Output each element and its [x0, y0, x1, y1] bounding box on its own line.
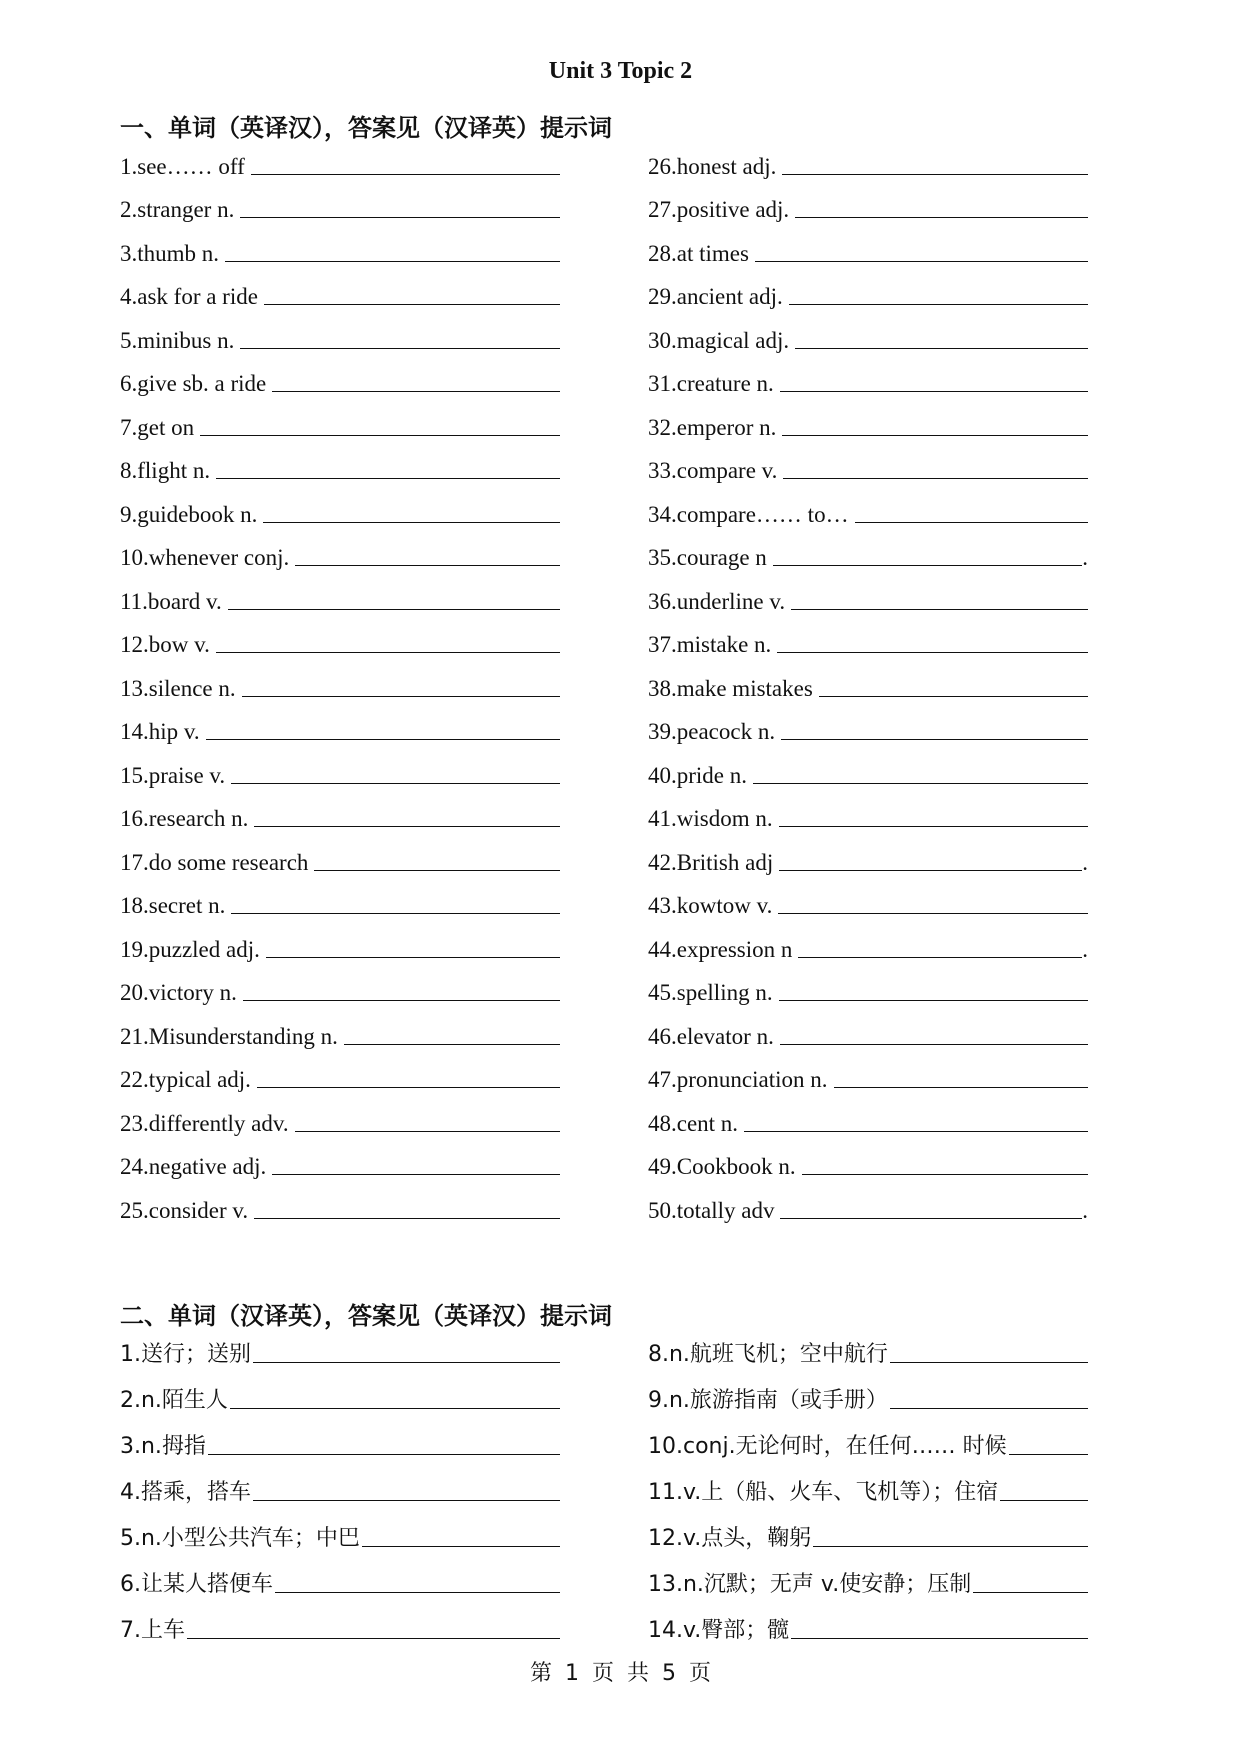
- answer-blank[interactable]: [362, 1546, 560, 1547]
- section-2-heading: 二、单词（汉译英），答案见（英译汉）提示词: [120, 1302, 612, 1330]
- answer-blank[interactable]: [890, 1408, 1088, 1409]
- vocab-item: [648, 658, 1088, 702]
- vocab-item: [120, 745, 560, 789]
- answer-blank[interactable]: [973, 1592, 1088, 1593]
- vocab-item-text: 8.n.航班飞机；空中航行: [648, 1342, 888, 1367]
- vocab-item-text: 11.v.上（船、火车、飞机等）；住宿: [648, 1480, 999, 1505]
- answer-blank[interactable]: [344, 1044, 560, 1045]
- vocab-item-text: 2.stranger n.: [120, 197, 235, 222]
- vocab-item: [648, 615, 1088, 659]
- answer-blank[interactable]: [266, 957, 560, 958]
- answer-blank[interactable]: [782, 435, 1088, 436]
- vocab-item-text: 5.n.小型公共汽车；中巴: [120, 1526, 360, 1551]
- vocab-item: [648, 267, 1088, 311]
- vocab-item-text: 19.puzzled adj.: [120, 936, 260, 962]
- vocab-item-text: 47.pronunciation n.: [648, 1067, 828, 1092]
- vocab-item-text: 26.honest adj.: [648, 153, 777, 179]
- vocab-item: [648, 1137, 1088, 1181]
- answer-blank[interactable]: [777, 652, 1088, 653]
- vocab-item-text: 9.guidebook n.: [120, 501, 258, 527]
- vocab-item-text: 21.Misunderstanding n.: [120, 1023, 338, 1049]
- vocab-item: [120, 1552, 560, 1598]
- vocab-item: [120, 528, 560, 572]
- answer-blank[interactable]: [295, 565, 560, 566]
- answer-blank[interactable]: [240, 348, 560, 349]
- answer-blank[interactable]: [275, 1592, 560, 1593]
- answer-blank[interactable]: [783, 478, 1088, 479]
- vocab-item: [648, 832, 1088, 876]
- vocab-item-text: 48.cent n.: [648, 1110, 739, 1136]
- vocab-item: [120, 484, 560, 528]
- vocab-item-text: 31.creature n.: [648, 371, 774, 396]
- vocab-item-text: 5.minibus n.: [120, 327, 235, 353]
- vocab-item: [120, 658, 560, 702]
- answer-blank[interactable]: [795, 217, 1088, 218]
- vocab-item: [648, 1050, 1088, 1094]
- vocab-item: [648, 1598, 1088, 1644]
- vocab-item-text: 46.elevator n.: [648, 1023, 774, 1049]
- answer-blank[interactable]: [834, 1087, 1089, 1088]
- answer-blank[interactable]: [782, 174, 1088, 175]
- answer-blank[interactable]: [253, 1500, 560, 1501]
- vocab-item: [120, 789, 560, 833]
- vocab-item-text: 10.conj.无论何时，在任何…… 时候: [648, 1434, 1007, 1459]
- vocab-item: [120, 136, 560, 180]
- vocab-item-text: 4.ask for a ride: [120, 284, 258, 309]
- answer-blank[interactable]: [231, 913, 560, 914]
- vocab-item: [120, 1050, 560, 1094]
- vocab-item: [120, 919, 560, 963]
- vocab-item-text: 1.see…… off: [120, 153, 245, 179]
- vocab-item-text: 12.bow v.: [120, 632, 210, 657]
- answer-blank[interactable]: [257, 1087, 560, 1088]
- answer-blank[interactable]: [263, 522, 560, 523]
- answer-blank[interactable]: [781, 739, 1088, 740]
- vocab-item: [120, 571, 560, 615]
- vocab-item-text: 39.peacock n.: [648, 719, 776, 744]
- vocab-item-text: 14.v.臀部；髋: [648, 1618, 790, 1643]
- vocab-item: [120, 441, 560, 485]
- vocab-item: [648, 745, 1088, 789]
- answer-blank[interactable]: [253, 1362, 560, 1363]
- answer-blank[interactable]: [240, 217, 560, 218]
- vocab-item: [120, 267, 560, 311]
- vocab-item: [648, 1460, 1088, 1506]
- vocab-item: [648, 180, 1088, 224]
- vocab-item: [120, 702, 560, 746]
- answer-blank[interactable]: [216, 652, 560, 653]
- vocab-item: [648, 528, 1088, 572]
- answer-blank[interactable]: [890, 1362, 1088, 1363]
- vocab-item-text: 34.compare…… to…: [648, 501, 849, 527]
- vocab-item-text: 13.n.沉默；无声 v.使安静；压制: [648, 1572, 972, 1597]
- vocab-item: [648, 571, 1088, 615]
- vocab-item: [120, 963, 560, 1007]
- vocab-item: [120, 1460, 560, 1506]
- answer-blank[interactable]: [798, 957, 1082, 958]
- vocab-item-text: 6.give sb. a ride: [120, 371, 267, 396]
- vocab-item-text: 38.make mistakes: [648, 675, 813, 701]
- vocab-item-text: 3.thumb n.: [120, 240, 220, 266]
- answer-blank[interactable]: [813, 1546, 1088, 1547]
- vocab-item: [120, 615, 560, 659]
- vocab-item-text: 2.n.陌生人: [120, 1388, 228, 1413]
- vocab-item-text: 50.totally adv: [648, 1197, 775, 1223]
- answer-blank[interactable]: [228, 609, 560, 610]
- vocab-item-text: 49.Cookbook n.: [648, 1154, 796, 1179]
- vocab-item-suffix: .: [1082, 936, 1088, 962]
- answer-blank[interactable]: [314, 870, 560, 871]
- answer-blank[interactable]: [295, 1131, 560, 1132]
- answer-blank[interactable]: [744, 1131, 1088, 1132]
- answer-blank[interactable]: [208, 1454, 560, 1455]
- vocab-item-text: 32.emperor n.: [648, 414, 777, 440]
- vocab-item-text: 40.pride n.: [648, 762, 748, 788]
- vocab-item: [648, 136, 1088, 180]
- answer-blank[interactable]: [780, 1044, 1088, 1045]
- vocab-item-text: 1.送行；送别: [120, 1342, 251, 1367]
- answer-blank[interactable]: [206, 739, 560, 740]
- vocab-item-text: 33.compare v.: [648, 458, 778, 483]
- vocab-item: [648, 1552, 1088, 1598]
- answer-blank[interactable]: [254, 826, 560, 827]
- vocab-item: [648, 441, 1088, 485]
- vocab-item: [648, 1322, 1088, 1368]
- vocab-item-text: 12.v.点头，鞠躬: [648, 1526, 812, 1551]
- vocab-item-text: 18.secret n.: [120, 893, 226, 918]
- answer-blank[interactable]: [779, 1000, 1088, 1001]
- vocab-item: [120, 1006, 560, 1050]
- vocab-item-text: 7.上车: [120, 1618, 185, 1643]
- vocab-item-text: 36.underline v.: [648, 588, 786, 614]
- answer-blank[interactable]: [779, 826, 1088, 827]
- answer-blank[interactable]: [780, 391, 1088, 392]
- answer-blank[interactable]: [225, 261, 560, 262]
- answer-blank[interactable]: [778, 913, 1088, 914]
- answer-blank[interactable]: [1000, 1500, 1088, 1501]
- answer-blank[interactable]: [855, 522, 1088, 523]
- answer-blank[interactable]: [231, 783, 560, 784]
- vocab-item-text: 44.expression n: [648, 936, 793, 962]
- answer-blank[interactable]: [755, 261, 1088, 262]
- section-2-left-list: [120, 1322, 560, 1644]
- vocab-item-text: 29.ancient adj.: [648, 284, 783, 309]
- answer-blank[interactable]: [819, 696, 1088, 697]
- section-2-right-list: [648, 1322, 1088, 1644]
- vocab-item: [648, 702, 1088, 746]
- vocab-item-text: 43.kowtow v.: [648, 893, 773, 918]
- answer-blank[interactable]: [773, 565, 1082, 566]
- vocab-item-text: 6.让某人搭便车: [120, 1572, 273, 1597]
- vocab-item-text: 35.courage n: [648, 545, 767, 570]
- vocab-item-suffix: .: [1082, 1197, 1088, 1223]
- vocab-item: [120, 832, 560, 876]
- answer-blank[interactable]: [780, 1218, 1082, 1219]
- vocab-item: [120, 397, 560, 441]
- page-footer: 第 1 页 共 5 页: [530, 1661, 711, 1686]
- vocab-item: [120, 1506, 560, 1552]
- vocab-item: [120, 1414, 560, 1460]
- vocab-item-text: 17.do some research: [120, 849, 309, 875]
- vocab-item-text: 28.at times: [648, 240, 749, 266]
- vocab-item: [648, 223, 1088, 267]
- vocab-item-text: 41.wisdom n.: [648, 806, 773, 831]
- vocab-item: [120, 354, 560, 398]
- answer-blank[interactable]: [264, 304, 560, 305]
- answer-blank[interactable]: [230, 1408, 560, 1409]
- vocab-item-text: 14.hip v.: [120, 719, 200, 744]
- vocab-item-suffix: .: [1082, 545, 1088, 570]
- section-1-left-list: [120, 136, 560, 1224]
- vocab-item: [120, 1322, 560, 1368]
- vocab-item-text: 27.positive adj.: [648, 197, 790, 222]
- vocab-item: [120, 1137, 560, 1181]
- vocab-item-text: 23.differently adv.: [120, 1110, 289, 1136]
- vocab-item-text: 16.research n.: [120, 806, 249, 831]
- answer-blank[interactable]: [200, 435, 560, 436]
- vocab-item-text: 15.praise v.: [120, 762, 226, 788]
- answer-blank[interactable]: [187, 1638, 560, 1639]
- vocab-item: [648, 484, 1088, 528]
- vocab-item-suffix: .: [1082, 849, 1088, 875]
- vocab-item-text: 13.silence n.: [120, 675, 236, 701]
- vocab-item: [120, 1368, 560, 1414]
- answer-blank[interactable]: [1009, 1454, 1088, 1455]
- vocab-item: [120, 223, 560, 267]
- answer-blank[interactable]: [791, 609, 1088, 610]
- vocab-item: [648, 1180, 1088, 1224]
- vocab-item-text: 22.typical adj.: [120, 1067, 251, 1092]
- vocab-item: [648, 963, 1088, 1007]
- answer-blank[interactable]: [795, 348, 1088, 349]
- vocab-item: [648, 876, 1088, 920]
- vocab-item: [648, 397, 1088, 441]
- vocab-item-text: 30.magical adj.: [648, 327, 790, 353]
- vocab-item: [120, 310, 560, 354]
- vocab-item: [120, 1093, 560, 1137]
- answer-blank[interactable]: [272, 1174, 560, 1175]
- vocab-item: [120, 1180, 560, 1224]
- vocab-item: [648, 1006, 1088, 1050]
- vocab-item-text: 20.victory n.: [120, 980, 237, 1005]
- section-1-heading: 一、单词（英译汉），答案见（汉译英）提示词: [120, 114, 612, 142]
- vocab-item-text: 11.board v.: [120, 588, 222, 614]
- page-title: Unit 3 Topic 2: [548, 58, 693, 84]
- vocab-item-text: 4.搭乘，搭车: [120, 1480, 251, 1505]
- answer-blank[interactable]: [753, 783, 1088, 784]
- vocab-item: [648, 354, 1088, 398]
- answer-blank[interactable]: [254, 1218, 560, 1219]
- vocab-item: [120, 1598, 560, 1644]
- vocab-item: [648, 1093, 1088, 1137]
- vocab-item: [648, 919, 1088, 963]
- vocab-item-text: 24.negative adj.: [120, 1154, 267, 1179]
- vocab-item: [648, 310, 1088, 354]
- vocab-item-text: 7.get on: [120, 414, 195, 440]
- vocab-item: [648, 1368, 1088, 1414]
- answer-blank[interactable]: [242, 696, 560, 697]
- vocab-item: [648, 1506, 1088, 1552]
- answer-blank[interactable]: [243, 1000, 560, 1001]
- answer-blank[interactable]: [791, 1638, 1088, 1639]
- vocab-item-text: 8.flight n.: [120, 458, 211, 483]
- vocab-item-text: 37.mistake n.: [648, 632, 772, 657]
- vocab-item-text: 45.spelling n.: [648, 980, 773, 1005]
- vocab-item-text: 9.n.旅游指南（或手册）: [648, 1388, 888, 1413]
- vocab-item-text: 3.n.拇指: [120, 1434, 206, 1459]
- answer-blank[interactable]: [272, 391, 560, 392]
- section-1-right-list: [648, 136, 1088, 1224]
- answer-blank[interactable]: [779, 870, 1082, 871]
- answer-blank[interactable]: [251, 174, 560, 175]
- answer-blank[interactable]: [802, 1174, 1088, 1175]
- vocab-item: [648, 789, 1088, 833]
- answer-blank[interactable]: [216, 478, 560, 479]
- vocab-item-text: 42.British adj: [648, 849, 774, 875]
- vocab-item: [120, 180, 560, 224]
- vocab-item-text: 25.consider v.: [120, 1197, 249, 1223]
- vocab-item-text: 10.whenever conj.: [120, 545, 290, 570]
- vocab-item: [648, 1414, 1088, 1460]
- answer-blank[interactable]: [789, 304, 1088, 305]
- vocab-item: [120, 876, 560, 920]
